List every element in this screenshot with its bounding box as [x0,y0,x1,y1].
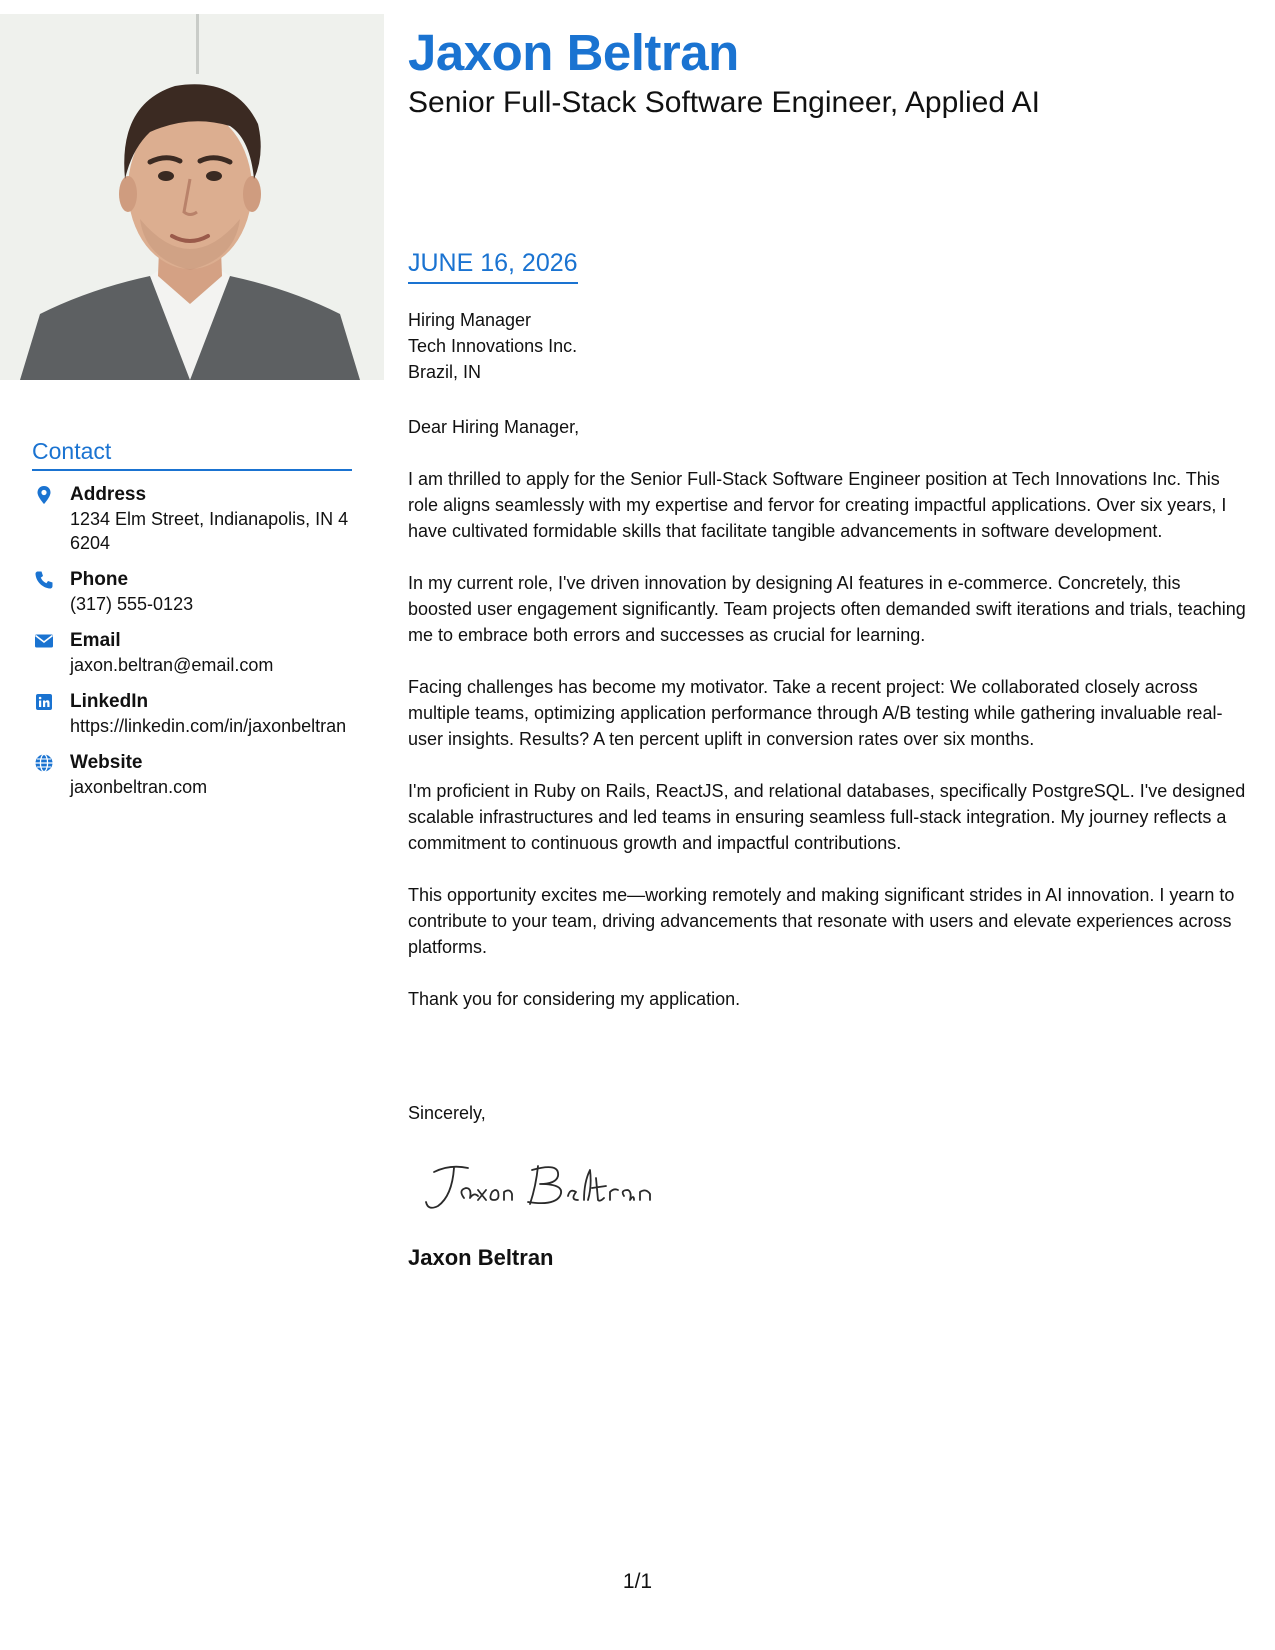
phone-icon [34,570,54,590]
envelope-icon [34,631,54,651]
contact-item-website [32,750,352,799]
recipient-block [408,307,577,385]
recipient-company: Tech Innovations Inc. [408,336,578,356]
letter-paragraph: This opportunity excites me—working remotely and making significant strides in AI innovation. I yearn to contribute to your team, driving advancements that resonate with users and elevate experiences across platforms. [408,885,1235,957]
signer-name: Jaxon Beltran [408,1245,554,1270]
applicant-role: Senior Full-Stack Software Engineer, Applied AI [408,86,1041,119]
linkedin-icon [34,692,54,712]
letter-paragraph: I'm proficient in Ruby on Rails, ReactJS, and relational databases, specifically PostgreSQL. I've designed scalable infrastructures and led teams in ensuring seamless full-stack integration. My journey reflects a commitment to continuous growth and impactful contributions. [408,781,1246,853]
contact-item-phone [32,567,352,616]
map-pin-icon [34,485,54,505]
portrait-illustration [0,14,384,380]
contact-section [32,436,352,811]
website-value[interactable]: jaxonbeltran.com [70,777,208,797]
contact-label: Email [70,630,121,651]
profile-photo [0,14,384,380]
contact-label: Phone [70,569,129,590]
contact-label: Website [70,752,143,773]
contact-item-linkedin [32,689,352,738]
letter-date: JUNE 16, 2026 [408,247,578,284]
phone-value[interactable]: (317) 555-0123 [70,594,194,614]
letter-paragraph: In my current role, I've driven innovation by designing AI features in e-commerce. Concretely, this boosted user engagement significantly. Team projects often demanded swift iterations and trials, teaching me to embrace both errors and successes as crucial for learning. [408,573,1246,645]
letter-paragraph: I am thrilled to apply for the Senior Full-Stack Software Engineer position at Tech Innovations Inc. This role aligns seamlessly with my expertise and fervor for creating impactful applications. Over six years, I have cultivated formidable skills that facilitate tangible advancements in software development. [408,469,1227,541]
globe-icon [34,753,54,773]
salutation: Dear Hiring Manager, [408,417,580,437]
contact-item-address [32,482,352,555]
signature-drawing [420,1156,660,1216]
contact-label: LinkedIn [70,691,149,712]
recipient-location: Brazil, IN [408,362,482,382]
closing: Sincerely, [408,1103,486,1123]
page-number: 1/1 [622,1570,653,1593]
letter-paragraph: Thank you for considering my application. [408,989,741,1009]
letter-paragraph: Facing challenges has become my motivator. Take a recent project: We collaborated closely across multiple teams, optimizing application performance through A/B testing while gathering invaluable real-user insights. Results? A ten percent uplift in conversion rates over six months. [408,677,1223,749]
contact-item-email [32,628,352,677]
letter-body [408,414,1248,1038]
address-value: 1234 Elm Street, Indianapolis, IN 46204 [70,509,349,553]
linkedin-value[interactable]: https://linkedin.com/in/jaxonbeltran [70,716,347,736]
contact-label: Address [70,484,147,505]
email-value[interactable]: jaxon.beltran@email.com [70,655,274,675]
recipient-title: Hiring Manager [408,310,532,330]
contact-heading: Contact [32,436,352,471]
contact-list [32,482,352,799]
applicant-name: Jaxon Beltran [408,24,739,81]
handwritten-signature [420,1156,660,1216]
